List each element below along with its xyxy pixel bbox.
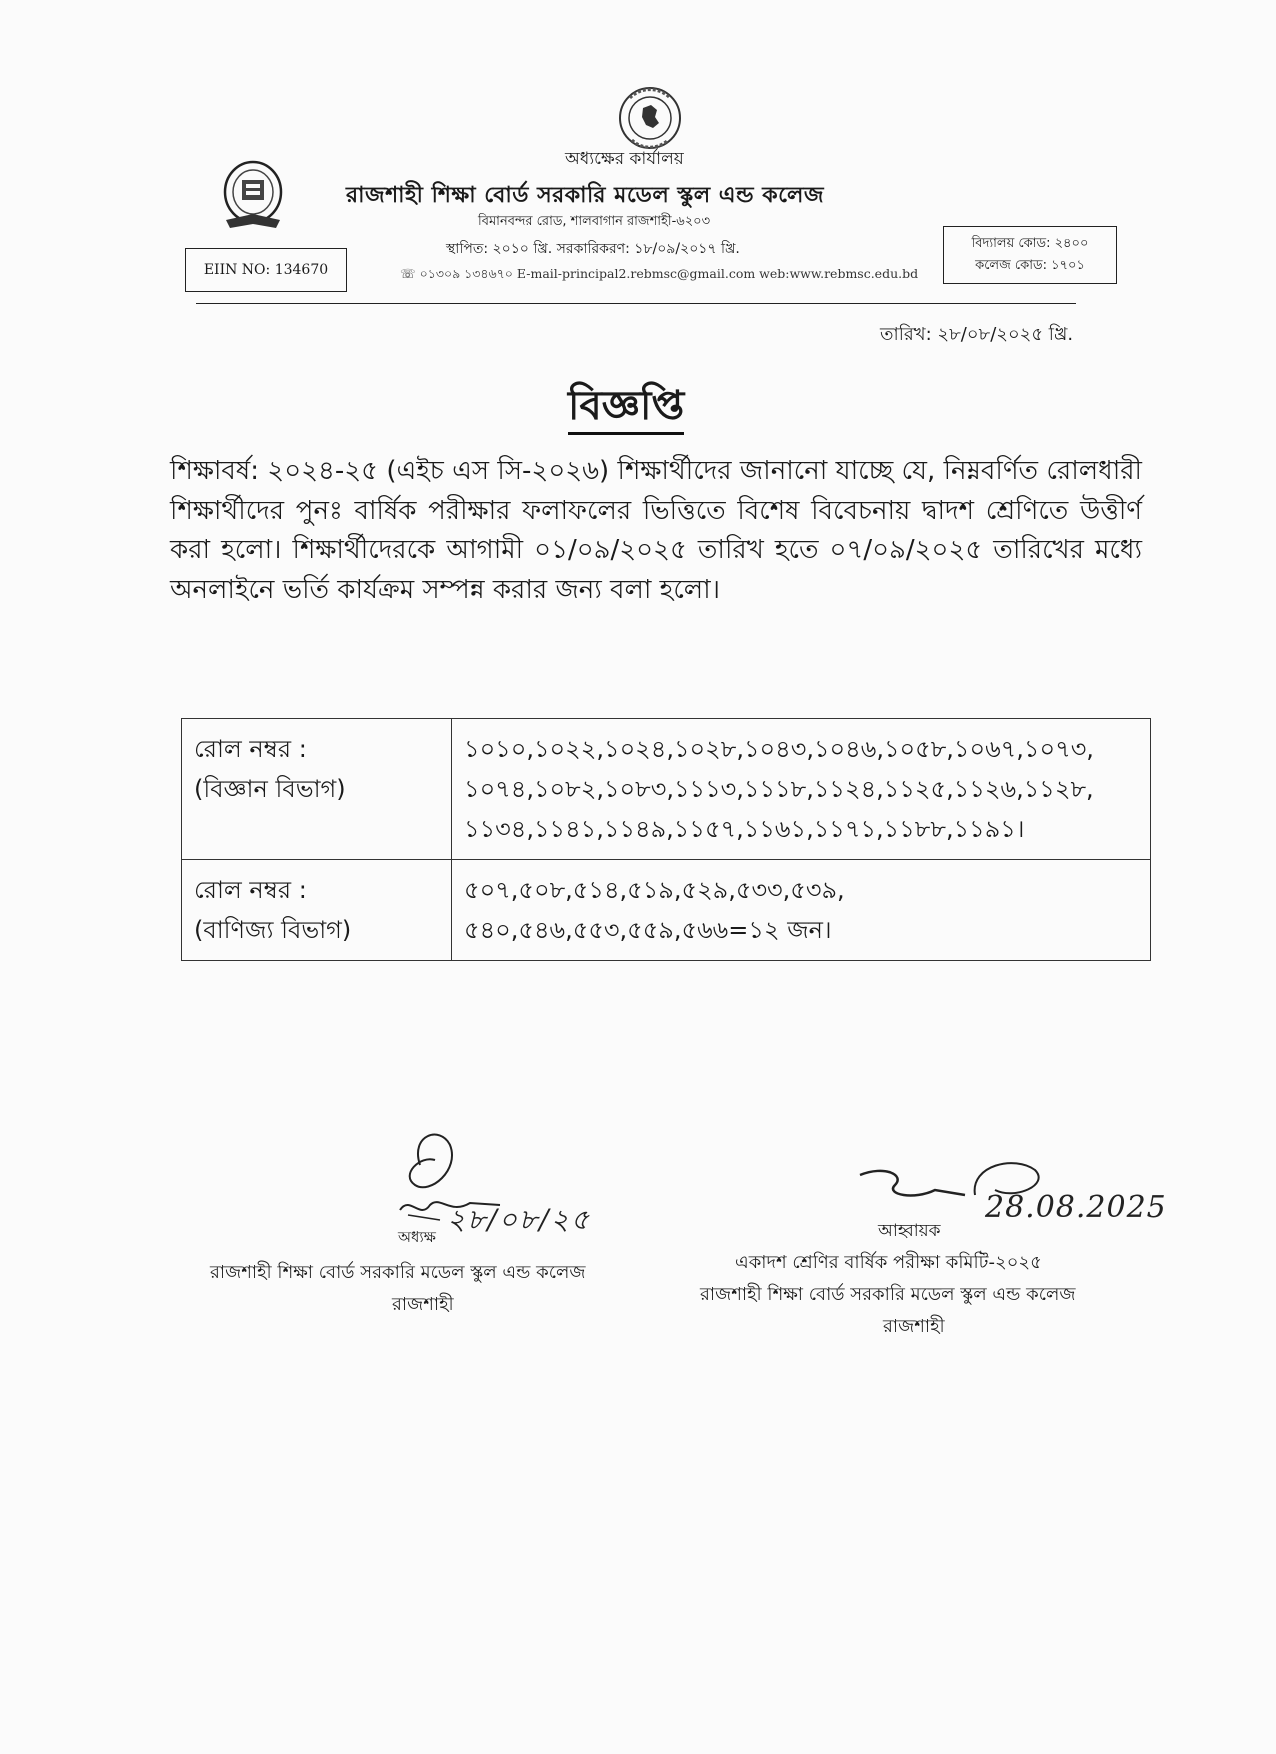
convener-city: রাজশাহী [883, 1316, 945, 1337]
convener-title: আহ্বায়ক [878, 1221, 941, 1241]
roll-label: রোল নম্বর : [194, 735, 307, 763]
roll-label-cell [182, 719, 452, 860]
notice-body: শিক্ষাবর্ষ: ২০২৪-২৫ (এইচ এস সি-২০২৬) শিক্ষার্থীদের জানানো যাচ্ছে যে, নিম্নবর্ণিত রোলধারী শিক্ষার্থীদের পুনঃ বার্ষিক পরীক্ষার ফলাফলের ভিত্তিতে বিশেষ বিবেচনায় দ্বাদশ শ্রেণিতে উত্তীর্ণ করা হলো। শিক্ষার্থীদেরকে আগামী ০১/০৯/২০২৫ তারিখ হতে ০৭/০৯/২০২৫ তারিখের মধ্যে অনলাইনে ভর্তি কার্যক্রম সম্পন্ন করার জন্য বলা হলো। [170, 456, 1142, 605]
roll-table [181, 718, 1151, 961]
principal-institution: রাজশাহী শিক্ষা বোর্ড সরকারি মডেল স্কুল এন্ড কলেজ [210, 1262, 586, 1283]
established-info: স্থাপিত: ২০১০ খ্রি. সরকারিকরণ: ১৮/০৯/২০১৭ খ্রি. [446, 241, 740, 257]
college-logo-icon [218, 158, 288, 234]
eiin-number: EIIN NO: 134670 [203, 262, 329, 278]
roll-numbers: ৫০৭,৫০৮,৫১৪,৫১৯,৫২৯,৫৩৩,৫৩৯, ৫৪০,৫৪৬,৫৫৩,৫৫৯,৫৬৬=১২ জন। [464, 876, 845, 944]
address: বিমানবন্দর রোড, শালবাগান রাজশাহী-৬২০৩ [478, 214, 711, 229]
principal-city: রাজশাহী [392, 1294, 454, 1315]
roll-numbers-cell [452, 860, 1151, 961]
table-row [182, 719, 1151, 860]
convener-committee: একাদশ শ্রেণির বার্ষিক পরীক্ষা কমিটি-২০২৫ [735, 1252, 1042, 1273]
government-seal-icon [610, 84, 690, 152]
code-box [943, 226, 1117, 284]
eiin-box [185, 248, 347, 292]
roll-label-cell [182, 860, 452, 961]
header-divider [196, 303, 1076, 304]
convener-institution: রাজশাহী শিক্ষা বোর্ড সরকারি মডেল স্কুল এন্ড কলেজ [700, 1284, 1076, 1305]
college-code: কলেজ কোড: ১৭০১ [975, 258, 1085, 273]
principal-signature-date: ২৮/০৮/২৫ [447, 1203, 591, 1236]
department-label: (বিজ্ঞান বিভাগ) [194, 775, 346, 803]
contact-info: ☏ ০১৩০৯ ১৩৪৬৭০ E-mail-principal2.rebmsc@gmail.com web:www.rebmsc.edu.bd [400, 266, 919, 281]
roll-label: রোল নম্বর : [194, 876, 307, 904]
school-code: বিদ্যালয় কোড: ২৪০০ [971, 236, 1089, 251]
notice-title: বিজ্ঞপ্তি [568, 382, 684, 435]
office-label: অধ্যক্ষের কার্যালয় [565, 149, 684, 169]
principal-title: অধ্যক্ষ [398, 1228, 436, 1246]
table-row [182, 860, 1151, 961]
institution-name: রাজশাহী শিক্ষা বোর্ড সরকারি মডেল স্কুল এন্ড কলেজ [346, 183, 825, 208]
notice-date: তারিখ: ২৮/০৮/২০২৫ খ্রি. [880, 324, 1074, 345]
roll-numbers: ১০১০,১০২২,১০২৪,১০২৮,১০৪৩,১০৪৬,১০৫৮,১০৬৭,১০৭৩, ১০৭৪,১০৮২,১০৮৩,১১১৩,১১১৮,১১২৪,১১২৫,১১২৬,১১২৮, ১১৩৪,১১৪১,১১৪৯,১১৫৭,১১৬১,১১৭১,১১৮৮,১১৯১। [464, 735, 1094, 843]
roll-numbers-cell [452, 719, 1151, 860]
convener-signature-date: 28.08.2025 [985, 1190, 1167, 1225]
department-label: (বাণিজ্য বিভাগ) [194, 916, 352, 944]
